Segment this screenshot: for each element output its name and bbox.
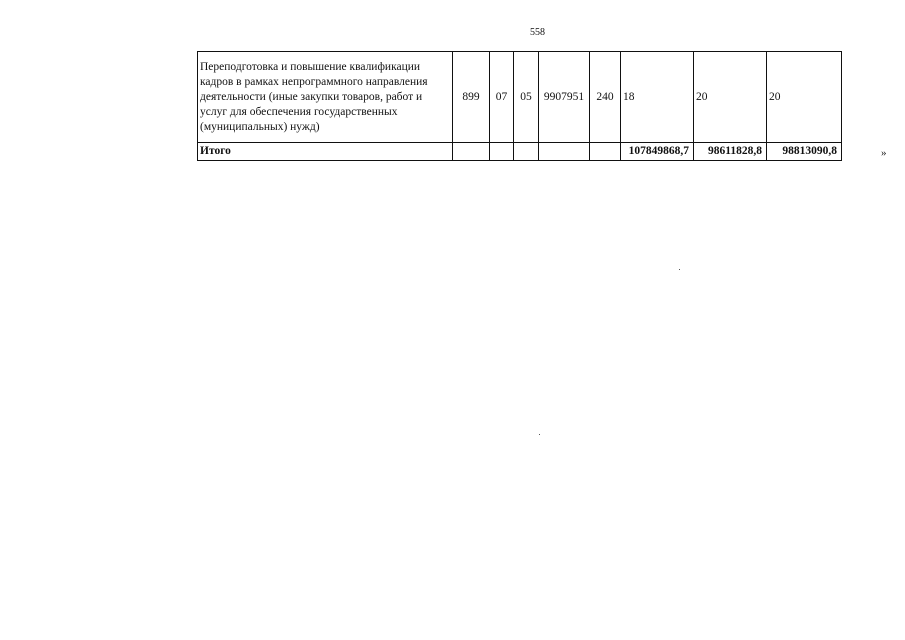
row-ministry-code: 899 [453,52,490,143]
closing-quote: » [881,147,887,159]
total-row [198,143,842,161]
table-row [198,52,842,143]
row-amount-3: 20 [767,52,842,143]
scan-speck [539,434,540,435]
row-expense-type: 240 [590,52,621,143]
row-target-article: 9907951 [539,52,590,143]
total-label: Итого [198,143,453,161]
total-empty-cell [539,143,590,161]
total-empty-cell [514,143,539,161]
scan-speck [679,269,680,270]
budget-table [197,51,842,161]
row-amount-2: 20 [694,52,767,143]
total-empty-cell [590,143,621,161]
total-amount-2: 98611828,8 [694,143,767,161]
page-number: 558 [530,27,545,38]
total-amount-3: 98813090,8 [767,143,842,161]
row-amount-1: 18 [621,52,694,143]
row-description: Переподготовка и повышение квалификации кадров в рамках непрограммного направления деятельности (иные закупки товаров, работ и услуг для обеспечения государственных (муниципальных) нужд) [198,52,453,143]
row-subsection-code: 05 [514,52,539,143]
row-section-code: 07 [490,52,514,143]
total-amount-1: 107849868,7 [621,143,694,161]
total-empty-cell [453,143,490,161]
total-empty-cell [490,143,514,161]
